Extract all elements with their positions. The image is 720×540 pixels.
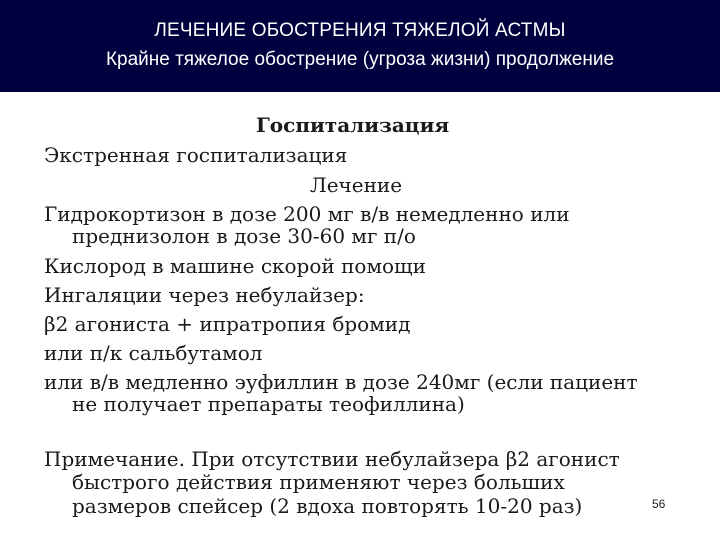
slide-subtitle: Крайне тяжелое обострение (угроза жизни) продолжение — [105, 49, 615, 70]
page-number: 56 — [652, 497, 666, 511]
section-heading-treatment: Лечение — [310, 173, 403, 197]
note-line: размеров спейсер (2 вдоха повторять 10-20 раз) — [72, 494, 583, 518]
note-line: быстрого действия применяют через больших — [72, 470, 565, 494]
slide-header — [0, 0, 720, 92]
slide-title: ЛЕЧЕНИЕ ОБОСТРЕНИЯ ТЯЖЕЛОЙ АСТМЫ — [154, 20, 566, 41]
treatment-item: β2 агониста + ипратропия бромид — [44, 312, 411, 336]
treatment-item: Гидрокортизон в дозе 200 мг в/в немедленно или — [44, 202, 570, 226]
note-line: Примечание. При отсутствии небулайзера β2 агонист — [44, 447, 620, 471]
treatment-item: Кислород в машине скорой помощи — [44, 254, 426, 278]
treatment-item: Ингаляции через небулайзер: — [44, 283, 365, 307]
treatment-item-continuation: преднизолон в дозе 30-60 мг п/о — [72, 224, 416, 248]
hospitalization-text: Экстренная госпитализация — [44, 143, 348, 167]
section-heading-hospitalization: Госпитализация — [256, 113, 450, 137]
treatment-item: или в/в медленно эуфиллин в дозе 240мг (если пациент — [44, 370, 638, 394]
treatment-item: или п/к сальбутамол — [44, 341, 263, 365]
treatment-item-continuation: не получает препараты теофиллина) — [72, 392, 465, 416]
